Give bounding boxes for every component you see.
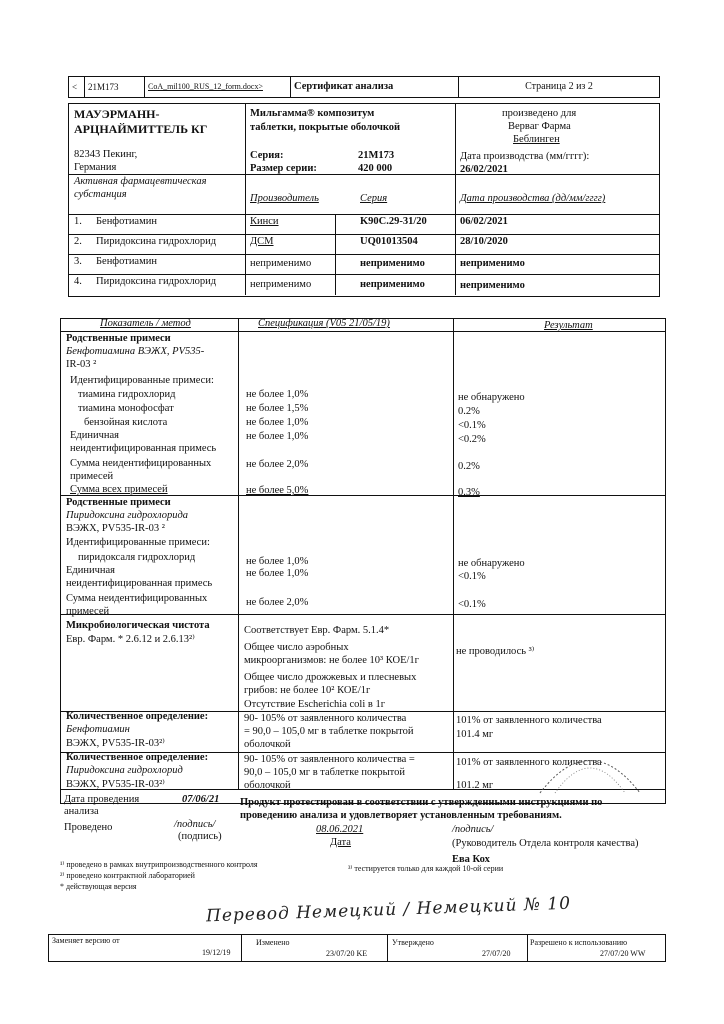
footnote-3: ³⁾ тестируется только для каждой 10-ой серии: [348, 864, 504, 873]
s5-method-2: ВЭЖХ, PV535-IR-03²⁾: [66, 779, 165, 790]
s1-row-5-name-b: примесей: [70, 471, 114, 482]
s4-method-1: Бенфотиамин: [66, 724, 130, 735]
qc-role: (Руководитель Отдела контроля качества): [452, 838, 639, 849]
released-value: 27/07/20 WW: [600, 949, 646, 958]
replaces-version-value: 19/12/19: [202, 948, 231, 957]
substance-num: 1.: [74, 216, 82, 227]
substance-date: неприменимо: [460, 258, 525, 269]
col-producer: Производитель: [250, 193, 319, 204]
header-filename: CoA_mil100_RUS_12_form.docx>: [145, 77, 291, 97]
s1-row-3-name: бензойная кислота: [84, 417, 168, 428]
s2-method-1: Пиридоксина гидрохлорида: [66, 510, 189, 521]
substance-date: неприменимо: [460, 280, 525, 291]
s5-title: Количественное определение:: [66, 752, 209, 763]
s4-spec-2: = 90,0 – 105,0 мг в таблетке покрытой: [244, 726, 414, 737]
company-name-1: МАУЭРМАНН-: [74, 107, 160, 121]
s2-row-2-name-a: Единичная: [66, 565, 116, 576]
s4-spec-1: 90- 105% от заявленного количества: [244, 713, 407, 724]
s1-row-4-result: <0.2%: [458, 434, 486, 445]
substance-producer: Кинси: [250, 216, 279, 227]
substance-name: Бенфотиамин: [96, 256, 157, 267]
replaces-version-label: Заменяет версию от: [52, 936, 120, 945]
s2-row-1-result: не обнаружено: [458, 558, 525, 569]
s2-row-2-result: <0.1%: [458, 571, 486, 582]
statement-line-2: проведению анализа и удовлетворяет установленным требованиям.: [240, 810, 562, 821]
col-indicator: Показатель / метод: [100, 318, 191, 329]
s2-row-3-spec: не более 2,0%: [246, 597, 309, 608]
s5-method-1: Пиридоксина гидрохлорид: [66, 765, 183, 776]
substance-name: Пиридоксина гидрохлорид: [96, 276, 217, 287]
s3-spec-2b: микроорганизмов: не более 10³ КОЕ/1г: [244, 655, 419, 666]
substance-name: Бенфотиамин: [96, 216, 157, 227]
test-date-value: 07/06/21: [182, 794, 220, 805]
s1-row-3-result: <0.1%: [458, 420, 486, 431]
footnote-4: * действующая версия: [60, 882, 137, 891]
s3-method: Евр. Фарм. * 2.6.12 и 2.6.13²⁾: [66, 634, 195, 645]
substance-date: 28/10/2020: [460, 236, 508, 247]
batch-size-label: Размер серии:: [250, 163, 317, 174]
approved-label: Утверждено: [392, 938, 434, 947]
s3-spec-3a: Общее число дрожжевых и плесневых: [244, 672, 417, 683]
product-name-1: Мильгамма® композитум: [250, 108, 375, 119]
s2-title: Родственные примеси: [66, 497, 171, 508]
performed-signature-2: (подпись): [178, 831, 222, 842]
s3-spec-3b: грибов: не более 10² КОЕ/1г: [244, 685, 371, 696]
s1-identified: Идентифицированные примеси:: [70, 375, 214, 386]
company-address-2: Германия: [74, 162, 117, 173]
substance-num: 2.: [74, 236, 82, 247]
col-series: Серия: [360, 193, 388, 204]
s2-row-1-spec: не более 1,0%: [246, 556, 309, 567]
changed-value: 23/07/20 KE: [326, 949, 368, 958]
header-doc-title: Сертификат анализа: [291, 77, 459, 97]
s1-row-6-result: 0.3%: [458, 487, 480, 498]
test-date-label-2: анализа: [64, 806, 99, 817]
handwritten-note: Перевод Немецкий / Немецкий № 10: [205, 893, 572, 927]
s1-row-4-name-a: Единичная: [70, 430, 120, 441]
s1-row-4-spec: не более 1,0%: [246, 431, 309, 442]
col-substance-2: субстанция: [74, 189, 127, 200]
s1-row-4-name-b: неидентифицированная примесь: [70, 443, 217, 454]
s1-row-6-name: Сумма всех примесей: [70, 484, 168, 495]
header-page: Страница 2 из 2: [525, 81, 593, 92]
col-result: Результат: [544, 320, 593, 331]
s4-title: Количественное определение:: [66, 711, 209, 722]
company-address-1: 82343 Пекинг,: [74, 149, 138, 160]
s4-result-1: 101% от заявленного количества: [456, 715, 602, 726]
s3-spec-1: Соответствует Евр. Фарм. 5.1.4*: [244, 625, 390, 636]
s1-row-3-spec: не более 1,0%: [246, 417, 309, 428]
batch-size-value: 420 000: [358, 163, 393, 174]
substance-series: неприменимо: [360, 258, 425, 269]
production-date-value: 26/02/2021: [460, 164, 508, 175]
performed-signature-1: /подпись/: [174, 819, 216, 830]
s2-row-3-name-b: примесей: [66, 606, 110, 617]
substance-series: K90C.29-31/20: [360, 216, 427, 227]
approval-date: 08.06.2021: [316, 824, 364, 835]
substance-series: неприменимо: [360, 279, 425, 290]
s5-result-2: 101.2 мг: [456, 780, 494, 791]
product-name-2: таблетки, покрытые оболочкой: [250, 122, 401, 133]
qc-person: Ева Кох: [452, 854, 490, 865]
s1-row-6-spec: не более 5,0%: [246, 485, 309, 496]
stamp-arc: [535, 738, 645, 798]
s2-row-2-name-b: неидентифицированная примесь: [66, 578, 213, 589]
approved-value: 27/07/20: [482, 949, 511, 958]
col-substance-1: Активная фармацевтическая: [74, 176, 207, 187]
producer-line-2: Вервaг Фарма: [508, 121, 571, 132]
s2-row-3-name-a: Сумма неидентифицированных: [66, 593, 208, 604]
header-arrow: <: [69, 77, 85, 97]
producer-line-1: произведено для: [502, 108, 577, 119]
s5-spec-3: оболочкой: [244, 780, 291, 791]
substance-producer: ДСМ: [250, 236, 274, 247]
substance-producer: неприменимо: [250, 279, 312, 290]
header-bar: [68, 76, 660, 98]
footnote-1: ¹⁾ проведено в рамках внутрипроизводственного контроля: [60, 860, 258, 869]
s4-result-2: 101.4 мг: [456, 729, 494, 740]
changed-label: Изменено: [256, 938, 290, 947]
s1-row-2-result: 0.2%: [458, 406, 480, 417]
s2-row-3-result: <0.1%: [458, 599, 486, 610]
s1-row-1-spec: не более 1,0%: [246, 389, 309, 400]
col-spec: Спецификация (V05 21/05/19): [258, 318, 390, 329]
s2-identified: Идентифицированные примеси:: [66, 537, 210, 548]
s1-title: Родственные примеси: [66, 333, 171, 344]
test-date-label-1: Дата проведения: [64, 794, 140, 805]
header-batch-code: 21M173: [85, 77, 145, 97]
s3-result: не проводилось ³⁾: [456, 646, 535, 657]
s2-row-1-name: пиридоксаля гидрохлорид: [78, 552, 196, 563]
s1-row-2-name: тиамина монофосфат: [78, 403, 174, 414]
s2-row-2-spec: не более 1,0%: [246, 568, 309, 579]
s5-spec-1: 90- 105% от заявленного количества =: [244, 754, 415, 765]
s2-method-2: ВЭЖХ, PV535-IR-03 ²: [66, 523, 165, 534]
substance-num: 3.: [74, 256, 82, 267]
production-date-label: Дата производства (мм/гггг):: [460, 151, 590, 162]
substance-num: 4.: [74, 276, 82, 287]
s1-method-2: IR-03 ²: [66, 359, 97, 370]
s1-row-2-spec: не более 1,5%: [246, 403, 309, 414]
s5-spec-2: 90,0 – 105,0 мг в таблетке покрытой: [244, 767, 405, 778]
s4-method-2: ВЭЖХ, PV535-IR-03²⁾: [66, 738, 165, 749]
col-production-date: Дата производства (дд/мм/гггг): [460, 193, 606, 204]
producer-line-3: Беблинген: [513, 134, 560, 145]
s1-method-1: Бенфотиамина ВЭЖХ, PV535-: [66, 346, 205, 357]
s1-row-5-name-a: Сумма неидентифицированных: [70, 458, 212, 469]
series-value: 21M173: [358, 150, 395, 161]
released-label: Разрешено к использованию: [530, 938, 628, 947]
s1-row-1-result: не обнаружено: [458, 392, 525, 403]
approval-date-label: Дата: [330, 837, 351, 848]
s1-row-5-spec: не более 2,0%: [246, 459, 309, 470]
company-name-2: АРЦНАЙМИТТЕЛЬ КГ: [74, 122, 208, 136]
s1-row-5-result: 0.2%: [458, 461, 480, 472]
s5-result-1: 101% от заявленного количества: [456, 757, 602, 768]
statement-line-1: Продукт протестирован в соответствии с утвержденными инструкциями по: [240, 797, 603, 808]
qc-signature: /подпись/: [452, 824, 494, 835]
series-label: Серия:: [250, 150, 284, 161]
s3-spec-4: Отсутствие Escherichia coli в 1г: [244, 699, 386, 710]
s3-spec-2a: Общее число аэробных: [244, 642, 349, 653]
substance-name: Пиридоксина гидрохлорид: [96, 236, 217, 247]
s1-row-1-name: тиамина гидрохлорид: [78, 389, 176, 400]
footnote-2: ²⁾ проведено контрактной лабораторией: [60, 871, 195, 880]
s4-spec-3: оболочкой: [244, 739, 291, 750]
substance-date: 06/02/2021: [460, 216, 508, 227]
substance-series: UQ01013504: [360, 236, 418, 247]
s3-title: Микробиологическая чистота: [66, 620, 210, 631]
performed-label: Проведено: [64, 822, 113, 833]
substance-producer: неприменимо: [250, 258, 312, 269]
